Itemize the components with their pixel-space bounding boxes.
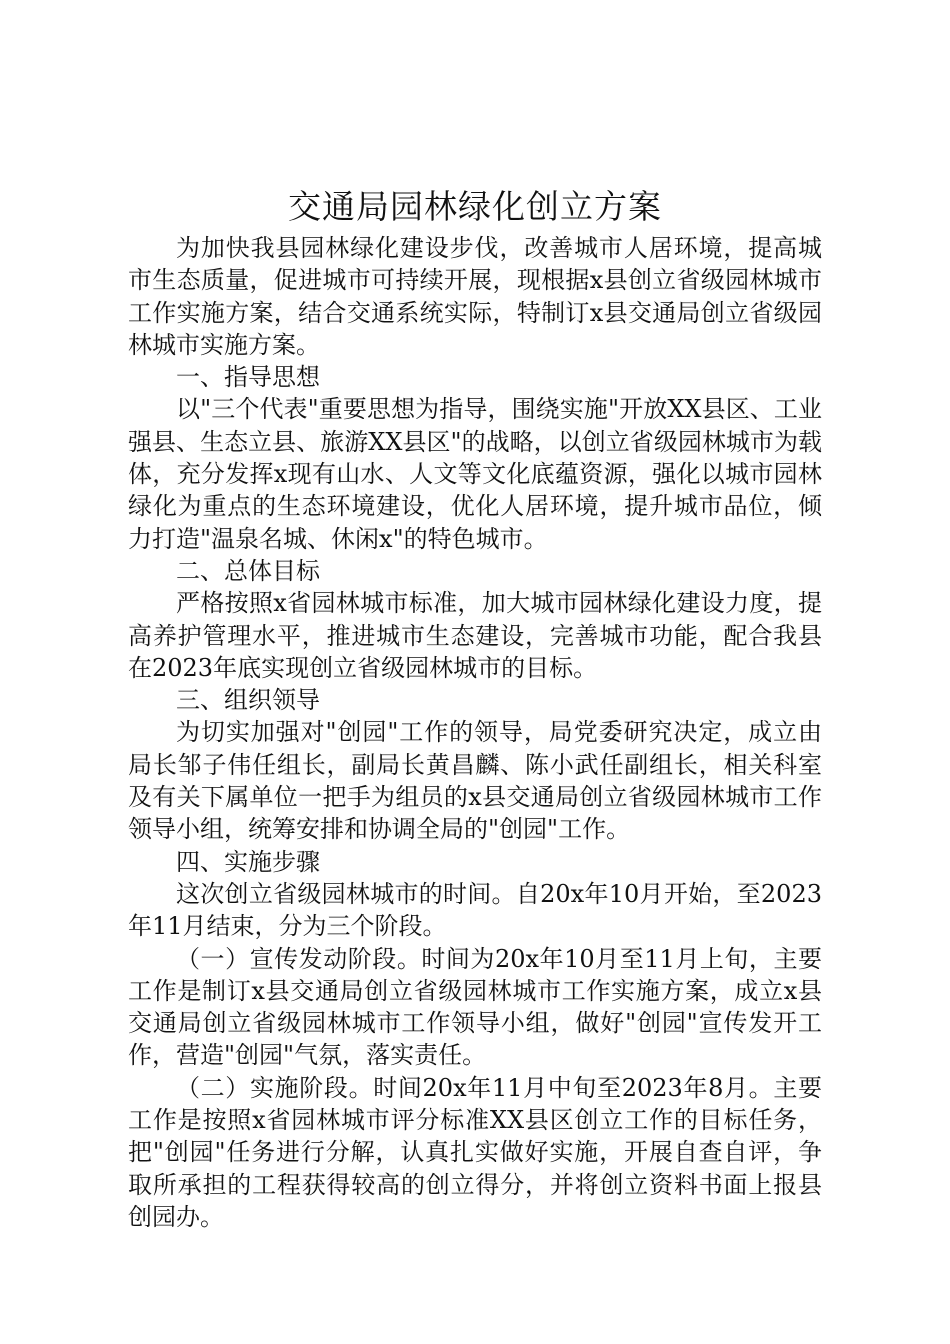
stage-two-paragraph: （二）实施阶段。时间20x年11月中旬至2023年8月。主要工作是按照x省园林城市评分标准XX县区创立工作的目标任务，把"创园"任务进行分解，认真扎实做好实施，开展自查自评，争取所承担的工程获得较高的创立得分，并将创立资料书面上报县创园办。 xyxy=(128,1073,822,1231)
section-heading-organization: 三、组织领导 xyxy=(176,686,320,715)
stage-one-paragraph: （一）宣传发动阶段。时间为20x年10月至11月上旬，主要工作是制订x县交通局创立省级园林城市工作实施方案，成立x县交通局创立省级园林城市工作领导小组，做好"创园"宣传发开工作，营造"创园"气氛，落实责任。 xyxy=(128,944,822,1070)
overall-goal-paragraph: 严格按照x省园林城市标准，加大城市园林绿化建设力度，提高养护管理水平，推进城市生态建设，完善城市功能，配合我县在2023年底实现创立省级园林城市的目标。 xyxy=(128,589,822,682)
section-heading-overall-goal: 二、总体目标 xyxy=(176,556,320,585)
guiding-ideology-paragraph: 以"三个代表"重要思想为指导，围绕实施"开放XX县区、工业强县、生态立县、旅游XX县区"的战略，以创立省级园林城市为载体，充分发挥x现有山水、人文等文化底蕴资源，强化以城市园林绿化为重点的生态环境建设，优化人居环境，提升城市品位，倾力打造"温泉名城、休闲x"的特色城市。 xyxy=(128,395,822,553)
section-heading-guiding-ideology: 一、指导思想 xyxy=(176,363,320,392)
timeline-paragraph: 这次创立省级园林城市的时间。自20x年10月开始，至2023年11月结束，分为三个阶段。 xyxy=(128,879,822,941)
intro-paragraph: 为加快我县园林绿化建设步伐，改善城市人居环境，提高城市生态质量，促进城市可持续开展，现根据x县创立省级园林城市工作实施方案，结合交通系统实际，特制订x县交通局创立省级园林城市实施方案。 xyxy=(128,234,822,359)
document-body xyxy=(128,232,822,1233)
document-title: 交通局园林绿化创立方案 xyxy=(288,187,662,226)
section-heading-implementation-steps: 四、实施步骤 xyxy=(176,847,320,876)
organization-paragraph: 为切实加强对"创园"工作的领导，局党委研究决定，成立由局长邹子伟任组长，副局长黄昌麟、陈小武任副组长，相关科室及有关下属单位一把手为组员的x县交通局创立省级园林城市工作领导小组，统筹安排和协调全局的"创园"工作。 xyxy=(128,718,822,844)
